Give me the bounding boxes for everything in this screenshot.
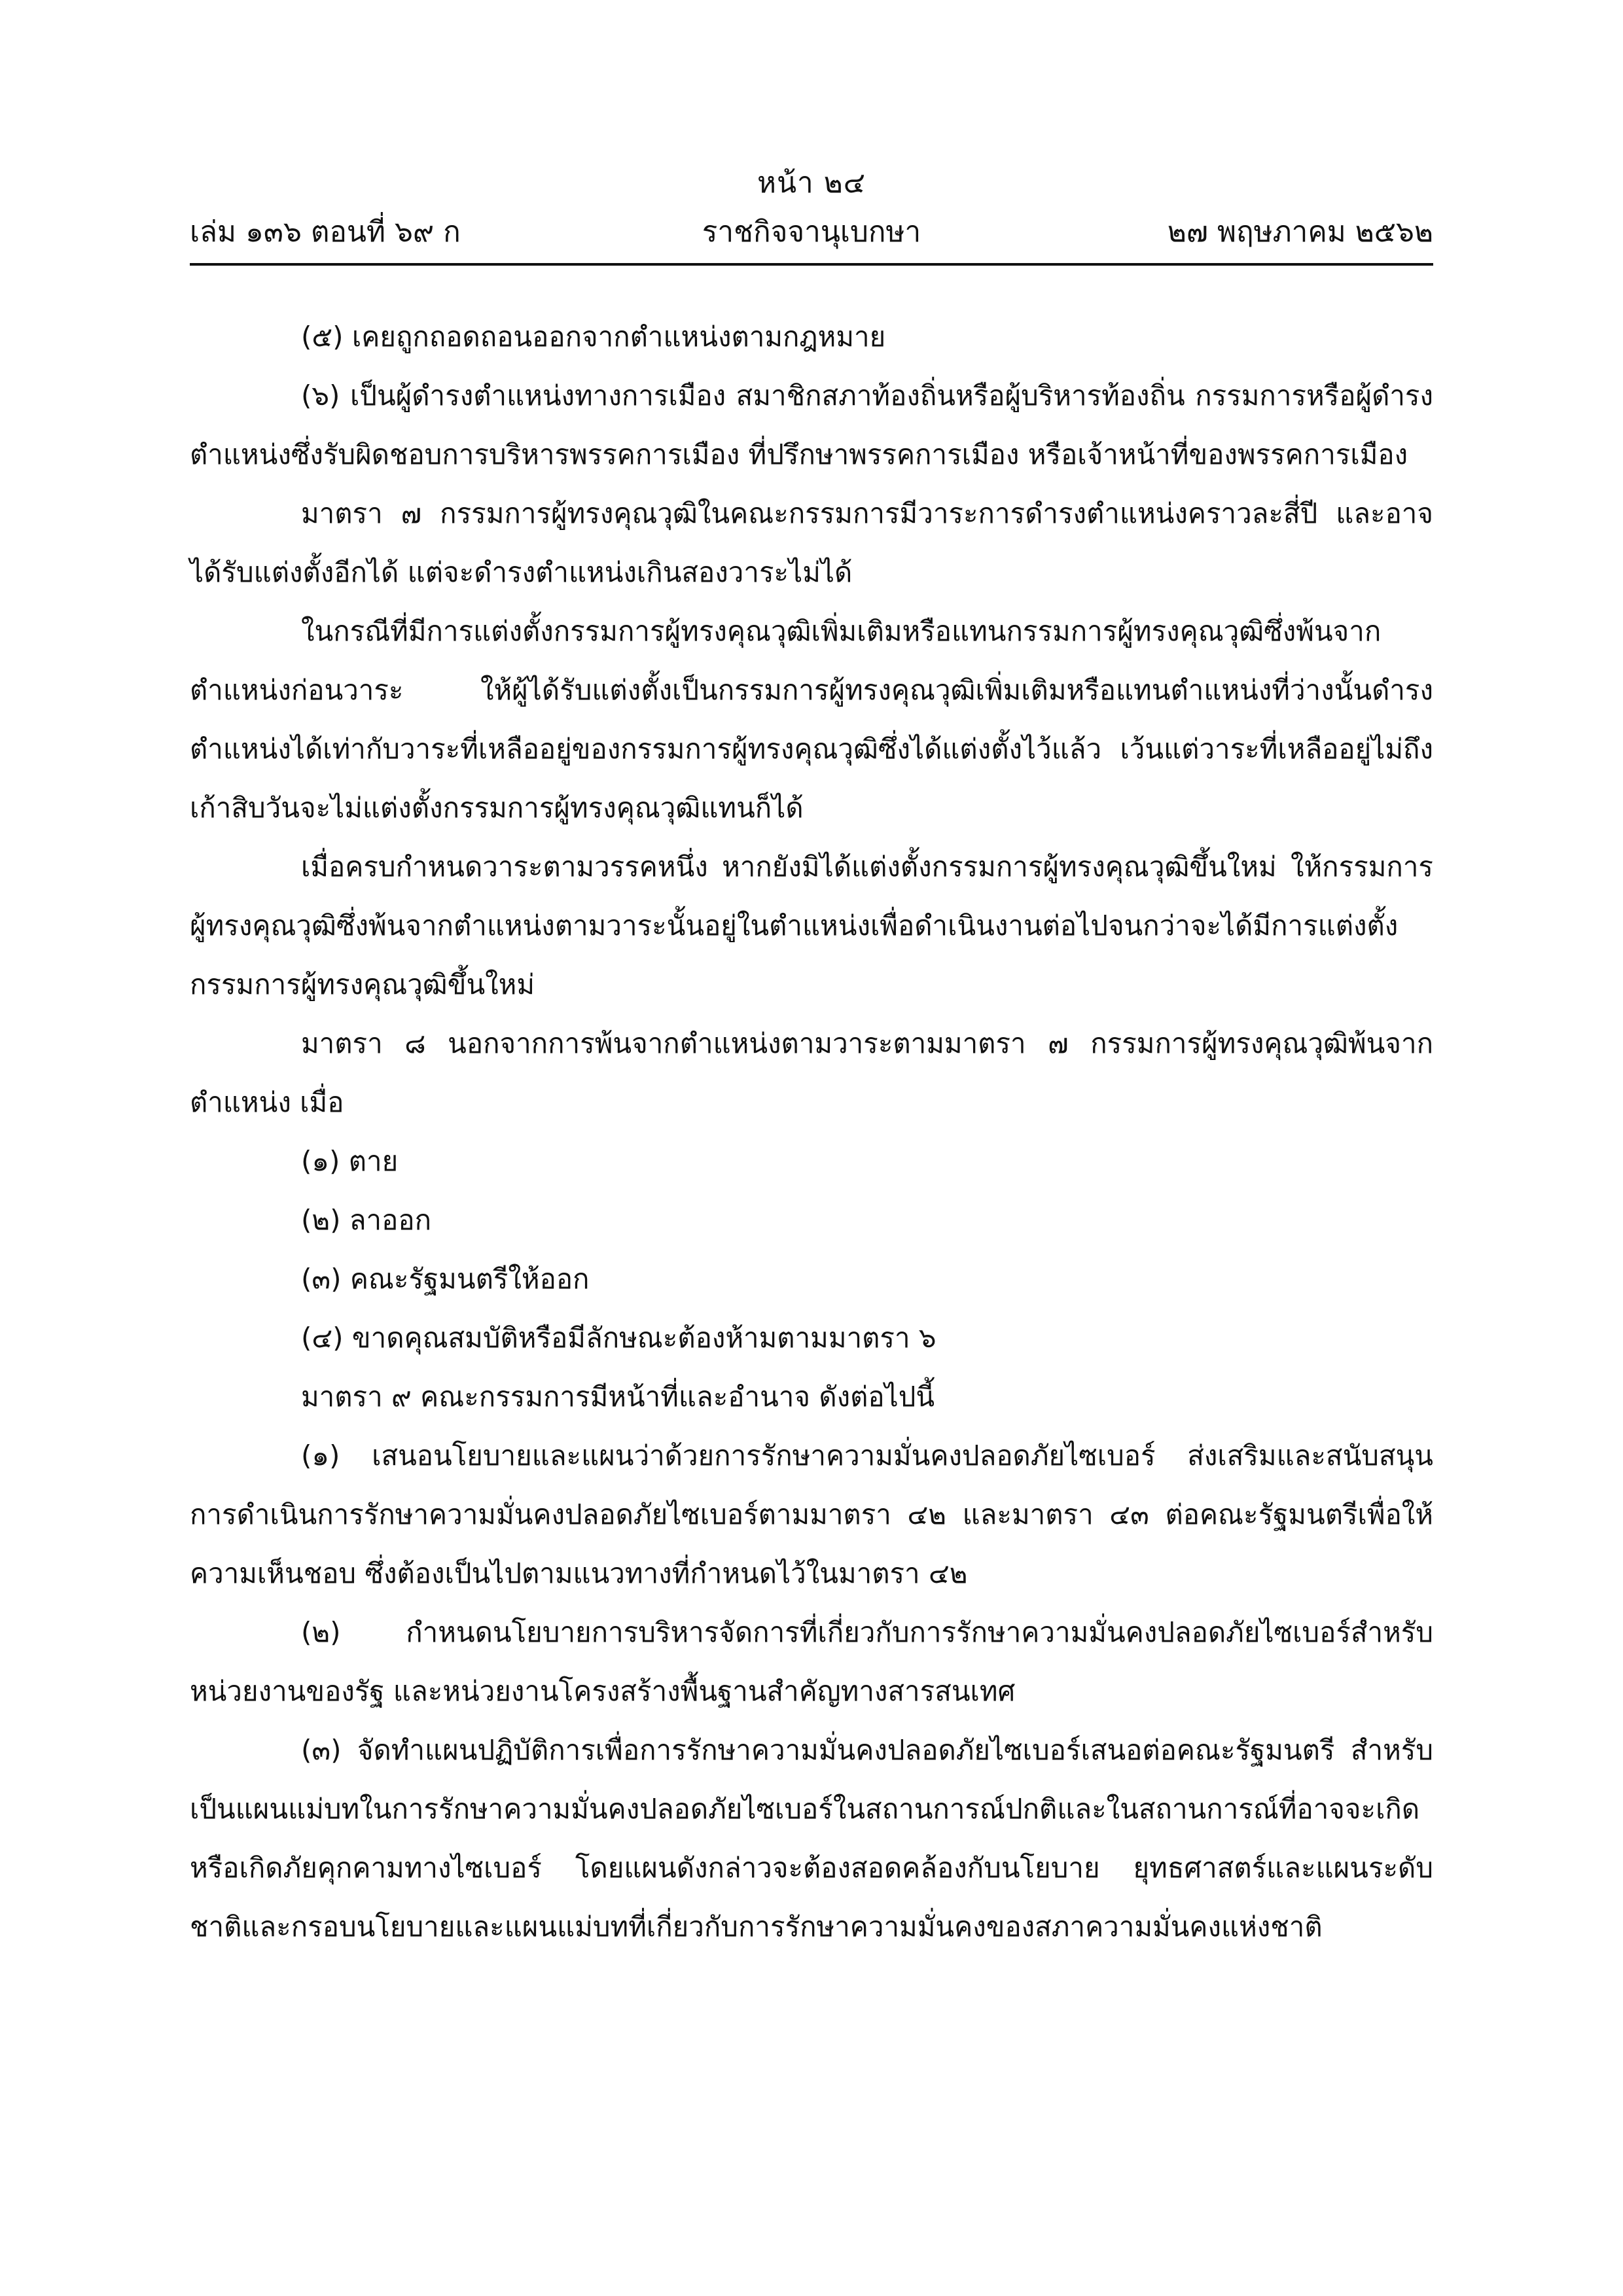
page-number: หน้า ๒๔ (757, 166, 866, 200)
paragraph-item-5: (๕) เคยถูกถอดถอนออกจากตำแหน่งตามกฎหมาย (301, 321, 886, 353)
section-8: มาตรา ๘ นอกจากการพ้นจากตำแหน่งตามวาระตามมาตรา ๗ กรรมการผู้ทรงคุณวุฒิพ้นจากตำแหน่ง เมื่อ (190, 1027, 1433, 1118)
section-8-item-1: (๑) ตาย (301, 1145, 399, 1177)
section-7-paragraph-3: เมื่อครบกำหนดวาระตามวรรคหนึ่ง หากยังมิได้แต่งตั้งกรรมการผู้ทรงคุณวุฒิขึ้นใหม่ ให้กรรมการผู้ทรงคุณวุฒิซึ่งพ้นจากตำแหน่งตามวาระนั้นอยู่ในตำแหน่งเพื่อดำเนินงานต่อไปจนกว่าจะได้มีการแต่งตั้งกรรมการผู้ทรงคุณวุฒิขึ้นใหม่ (190, 851, 1433, 1000)
header-divider (190, 263, 1433, 266)
gazette-name: ราชกิจจานุเบกษา (702, 215, 921, 249)
section-9: มาตรา ๙ คณะกรรมการมีหน้าที่และอำนาจ ดังต่อไปนี้ (301, 1381, 935, 1413)
section-7-paragraph-2: ในกรณีที่มีการแต่งตั้งกรรมการผู้ทรงคุณวุฒิเพิ่มเติมหรือแทนกรรมการผู้ทรงคุณวุฒิซึ่งพ้นจากตำแหน่งก่อนวาระ ให้ผู้ได้รับแต่งตั้งเป็นกรรมการผู้ทรงคุณวุฒิเพิ่มเติมหรือแทนตำแหน่งที่ว่างนั้นดำรงตำแหน่งได้เท่ากับวาระที่เหลืออยู่ของกรรมการผู้ทรงคุณวุฒิซึ่งได้แต่งตั้งไว้แล้ว เว้นแต่วาระที่เหลืออยู่ไม่ถึงเก้าสิบวันจะไม่แต่งตั้งกรรมการผู้ทรงคุณวุฒิแทนก็ได้ (190, 615, 1433, 824)
document-body (190, 308, 1433, 1956)
paragraph-item-6: (๖) เป็นผู้ดำรงตำแหน่งทางการเมือง สมาชิกสภาท้องถิ่นหรือผู้บริหารท้องถิ่น กรรมการหรือผู้ดำรงตำแหน่งซึ่งรับผิดชอบการบริหารพรรคการเมือง ที่ปรึกษาพรรคการเมือง หรือเจ้าหน้าที่ของพรรคการเมือง (190, 380, 1433, 470)
publication-date: ๒๗ พฤษภาคม ๒๕๖๒ (1167, 215, 1433, 249)
section-8-item-2: (๒) ลาออก (301, 1204, 432, 1236)
section-9-item-3: (๓) จัดทำแผนปฏิบัติการเพื่อการรักษาความมั่นคงปลอดภัยไซเบอร์เสนอต่อคณะรัฐมนตรี สำหรับเป็นแผนแม่บทในการรักษาความมั่นคงปลอดภัยไซเบอร์ในสถานการณ์ปกติและในสถานการณ์ที่อาจจะเกิดหรือเกิดภัยคุกคามทางไซเบอร์ โดยแผนดังกล่าวจะต้องสอดคล้องกับนโยบาย ยุทธศาสตร์และแผนระดับชาติและกรอบนโยบายและแผนแม่บทที่เกี่ยวกับการรักษาความมั่นคงของสภาความมั่นคงแห่งชาติ (190, 1734, 1433, 1943)
section-8-item-4: (๔) ขาดคุณสมบัติหรือมีลักษณะต้องห้ามตามมาตรา ๖ (301, 1322, 936, 1354)
section-7: มาตรา ๗ กรรมการผู้ทรงคุณวุฒิในคณะกรรมการมีวาระการดำรงตำแหน่งคราวละสี่ปี และอาจได้รับแต่งตั้งอีกได้ แต่จะดำรงตำแหน่งเกินสองวาระไม่ได้ (190, 497, 1433, 588)
volume-issue: เล่ม ๑๓๖ ตอนที่ ๖๙ ก (190, 215, 461, 249)
page-header (190, 213, 1433, 252)
section-9-item-2: (๒) กำหนดนโยบายการบริหารจัดการที่เกี่ยวกับการรักษาความมั่นคงปลอดภัยไซเบอร์สำหรับหน่วยงานของรัฐ และหน่วยงานโครงสร้างพื้นฐานสำคัญทางสารสนเทศ (190, 1616, 1433, 1707)
section-9-item-1: (๑) เสนอนโยบายและแผนว่าด้วยการรักษาความมั่นคงปลอดภัยไซเบอร์ ส่งเสริมและสนับสนุนการดำเนินการรักษาความมั่นคงปลอดภัยไซเบอร์ตามมาตรา ๔๒ และมาตรา ๔๓ ต่อคณะรัฐมนตรีเพื่อให้ความเห็นชอบ ซึ่งต้องเป็นไปตามแนวทางที่กำหนดไว้ในมาตรา ๔๒ (190, 1439, 1433, 1589)
section-8-item-3: (๓) คณะรัฐมนตรีให้ออก (301, 1263, 590, 1295)
